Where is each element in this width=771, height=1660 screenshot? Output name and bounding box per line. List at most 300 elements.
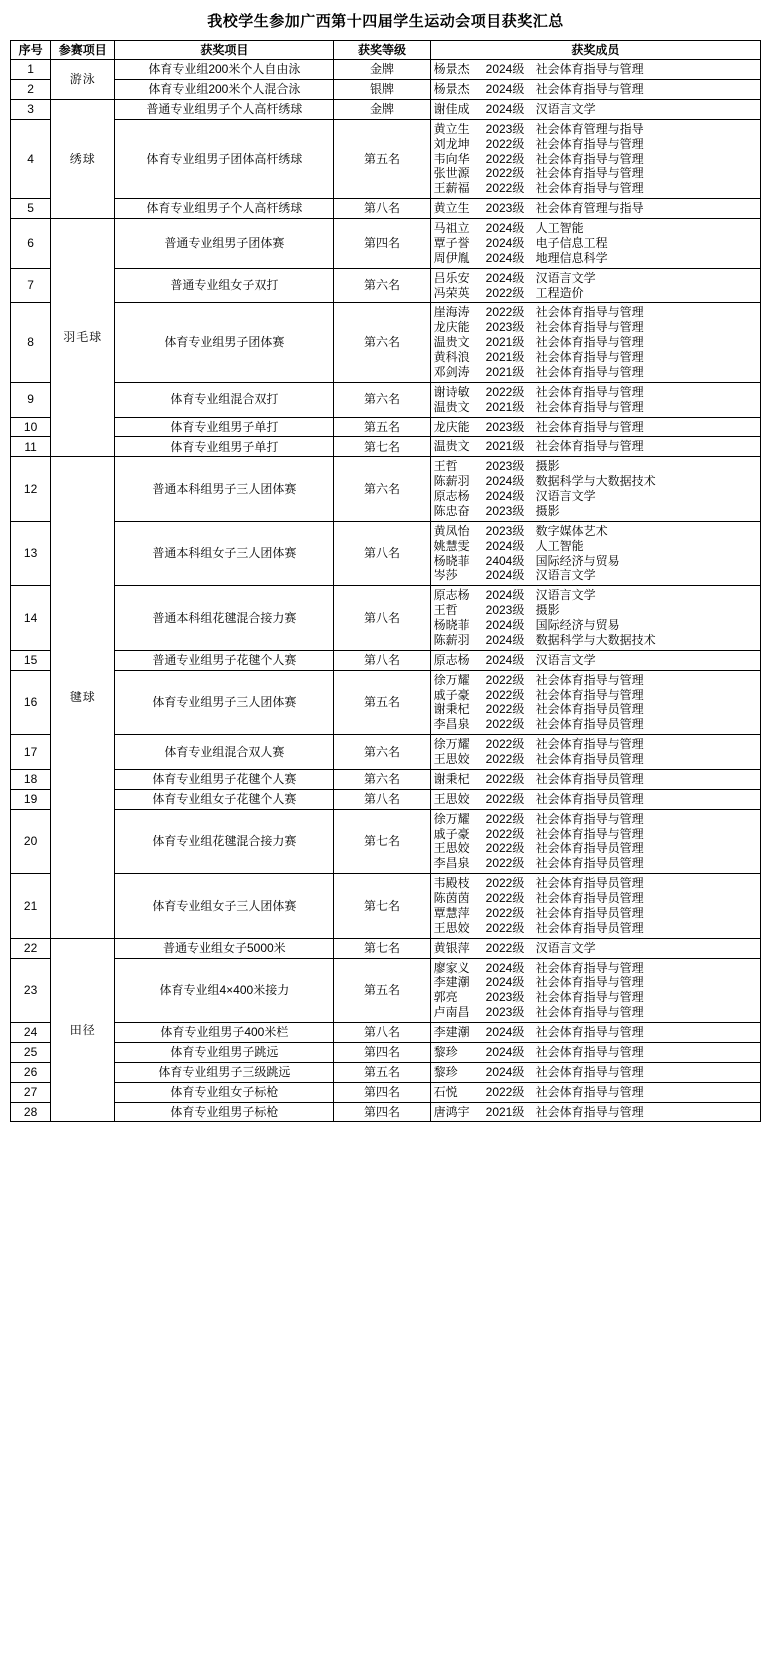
member-entry (434, 524, 757, 539)
member-grade: 2021级 (485, 1104, 525, 1119)
cell-no: 23 (11, 958, 51, 1023)
member-grade: 2024级 (485, 250, 525, 265)
table-row (11, 1082, 761, 1102)
table-row (11, 586, 761, 651)
member-major: 社会体育指导与管理 (535, 826, 644, 841)
member-major: 社会体育指导与管理 (535, 364, 644, 379)
cell-members (430, 457, 760, 522)
member-major: 国际经济与贸易 (535, 618, 620, 632)
member-major: 汉语言文学 (535, 568, 596, 583)
member-name: 温贵文 (433, 335, 470, 350)
cell-award-item: 体育专业组混合双打 (115, 382, 334, 417)
cell-award-level: 第四名 (334, 219, 430, 269)
member-grade: 2022级 (485, 891, 525, 905)
member-entry (434, 181, 757, 196)
member-entry (434, 420, 757, 435)
table-row (11, 874, 761, 939)
cell-award-item: 体育专业组男子花毽个人赛 (115, 769, 334, 789)
cell-award-item: 普通专业组女子5000米 (115, 938, 334, 958)
cell-award-item: 体育专业组男子标枪 (115, 1102, 334, 1122)
member-entry (434, 221, 757, 236)
cell-no: 28 (11, 1102, 51, 1122)
member-name: 覃慧萍 (433, 905, 470, 920)
member-entry (434, 841, 757, 856)
member-major: 社会体育指导与管理 (535, 1005, 644, 1020)
cell-award-level: 第四名 (334, 1082, 430, 1102)
cell-no: 26 (11, 1062, 51, 1082)
member-grade: 2024级 (485, 618, 525, 632)
member-name: 王思姣 (433, 841, 470, 856)
cell-no: 12 (11, 457, 51, 522)
member-name: 杨景杰 (433, 82, 470, 96)
cell-no: 4 (11, 119, 51, 198)
member-grade: 2024级 (485, 1025, 525, 1039)
member-major: 汉语言文学 (535, 588, 596, 603)
member-major: 社会体育指导与管理 (535, 687, 644, 702)
member-grade: 2024级 (485, 221, 525, 235)
member-name: 李建潮 (433, 975, 470, 990)
member-name: 黄立生 (433, 121, 470, 136)
cell-no: 16 (11, 670, 51, 735)
member-name: 黄银萍 (433, 940, 470, 955)
member-name: 李建潮 (433, 1025, 470, 1039)
member-entry (434, 474, 757, 489)
member-entry (434, 439, 757, 454)
member-entry (434, 891, 757, 906)
member-name: 李昌泉 (433, 717, 470, 732)
table-body (11, 60, 761, 1122)
member-name: 陈薪羽 (433, 474, 470, 489)
table-header (11, 40, 761, 60)
cell-event-group: 绣球 (51, 99, 115, 218)
member-entry (434, 459, 757, 474)
member-grade: 2024级 (485, 568, 525, 583)
member-major: 社会体育指导与管理 (535, 975, 644, 990)
member-grade: 2022级 (485, 384, 525, 399)
cell-award-level: 第八名 (334, 1023, 430, 1043)
member-name: 徐万耀 (433, 811, 470, 826)
cell-members (430, 99, 760, 119)
cell-no: 20 (11, 809, 51, 874)
cell-award-level: 第七名 (334, 809, 430, 874)
member-entry (434, 702, 757, 717)
member-major: 社会体育指导与管理 (535, 439, 644, 454)
cell-award-level: 第四名 (334, 1102, 430, 1122)
cell-no: 27 (11, 1082, 51, 1102)
cell-award-item: 体育专业组男子400米栏 (115, 1023, 334, 1043)
table-row (11, 670, 761, 735)
cell-award-level: 第五名 (334, 417, 430, 437)
cell-members (430, 769, 760, 789)
member-entry (434, 653, 757, 668)
cell-no: 24 (11, 1023, 51, 1043)
member-name: 王思姣 (433, 791, 470, 806)
member-entry (434, 990, 757, 1005)
cell-members (430, 382, 760, 417)
member-name: 杨晓菲 (433, 618, 470, 632)
column-header-no: 序号 (11, 40, 51, 60)
cell-no: 11 (11, 437, 51, 457)
member-entry (434, 673, 757, 688)
table-row (11, 650, 761, 670)
cell-award-level: 第七名 (334, 874, 430, 939)
member-major: 摄影 (535, 603, 560, 618)
member-entry (434, 400, 757, 415)
member-name: 原志杨 (433, 588, 470, 603)
member-grade: 2023级 (485, 459, 525, 474)
member-entry (434, 271, 757, 286)
member-major: 社会体育指导员管理 (535, 791, 644, 806)
member-grade: 2024级 (485, 975, 525, 990)
member-major: 社会体育指导与管理 (535, 350, 644, 364)
member-entry (434, 305, 757, 320)
cell-members (430, 199, 760, 219)
member-name: 廖家义 (433, 960, 470, 975)
cell-members (430, 80, 760, 100)
cell-award-item: 体育专业组花毽混合接力赛 (115, 809, 334, 874)
member-entry (434, 603, 757, 618)
cell-members (430, 1082, 760, 1102)
member-grade: 2024级 (485, 101, 525, 116)
member-name: 王思姣 (433, 920, 470, 935)
table-row (11, 769, 761, 789)
member-grade: 2023级 (485, 121, 525, 136)
member-major: 社会体育指导与管理 (535, 1025, 644, 1039)
member-grade: 2022级 (485, 166, 525, 181)
member-grade: 2022级 (485, 305, 525, 320)
cell-award-item: 普通专业组男子团体赛 (115, 219, 334, 269)
cell-no: 5 (11, 199, 51, 219)
member-major: 社会体育指导与管理 (535, 1084, 644, 1099)
member-name: 原志杨 (433, 489, 470, 503)
table-header-row (11, 40, 761, 60)
member-entry (434, 1065, 757, 1080)
member-grade: 2023级 (485, 523, 525, 538)
member-major: 社会体育指导与管理 (535, 419, 644, 434)
member-major: 社会体育指导与管理 (535, 181, 644, 196)
cell-award-level: 银牌 (334, 80, 430, 100)
member-major: 社会体育管理与指导 (535, 121, 644, 136)
member-major: 社会体育指导与管理 (535, 320, 644, 335)
member-grade: 2022级 (485, 702, 525, 717)
member-grade: 2021级 (485, 335, 525, 350)
member-major: 社会体育指导与管理 (535, 1044, 644, 1059)
member-entry (434, 633, 757, 648)
member-major: 社会体育指导与管理 (535, 82, 644, 96)
table-row (11, 219, 761, 269)
member-entry (434, 365, 757, 380)
cell-award-level: 第四名 (334, 1042, 430, 1062)
member-name: 陈忠奋 (433, 503, 470, 518)
member-name: 王薪福 (433, 181, 470, 196)
member-name: 崖海涛 (433, 305, 470, 320)
table-row (11, 80, 761, 100)
cell-event-group: 毽球 (51, 457, 115, 938)
member-name: 韦殿枝 (433, 876, 470, 891)
cell-award-item: 体育专业组女子三人团体赛 (115, 874, 334, 939)
member-name: 温贵文 (433, 399, 470, 414)
cell-members (430, 670, 760, 735)
member-entry (434, 717, 757, 732)
member-major: 社会体育指导员管理 (535, 905, 644, 920)
cell-members (430, 874, 760, 939)
member-entry (434, 827, 757, 842)
member-name: 冯荣英 (433, 285, 470, 300)
member-name: 韦向华 (433, 151, 470, 166)
cell-award-item: 体育专业组男子单打 (115, 417, 334, 437)
member-entry (434, 1105, 757, 1120)
cell-members (430, 303, 760, 382)
cell-no: 15 (11, 650, 51, 670)
page-title: 我校学生参加广西第十四届学生运动会项目获奖汇总 (207, 13, 564, 30)
member-major: 社会体育指导与管理 (535, 990, 644, 1005)
member-name: 陈茵茵 (433, 891, 470, 905)
table-row (11, 938, 761, 958)
cell-members (430, 1042, 760, 1062)
cell-award-item: 普通专业组男子个人高杆绣球 (115, 99, 334, 119)
cell-members (430, 789, 760, 809)
member-entry (434, 82, 757, 97)
member-entry (434, 876, 757, 891)
table-row (11, 1042, 761, 1062)
member-major: 数据科学与大数据技术 (535, 632, 656, 647)
cell-award-level: 第六名 (334, 457, 430, 522)
member-major: 社会体育指导员管理 (535, 717, 644, 732)
member-entry (434, 752, 757, 767)
member-name: 黄凤怡 (433, 523, 470, 538)
member-major: 数字媒体艺术 (535, 523, 608, 538)
member-grade: 2023级 (485, 603, 525, 618)
cell-award-level: 第八名 (334, 586, 430, 651)
cell-award-item: 体育专业组女子花毽个人赛 (115, 789, 334, 809)
member-name: 王哲 (433, 603, 458, 618)
cell-award-level: 第七名 (334, 938, 430, 958)
member-entry (434, 772, 757, 787)
member-major: 社会体育指导与管理 (535, 399, 644, 414)
member-grade: 2021级 (485, 439, 525, 454)
member-name: 谢秉杞 (433, 771, 470, 786)
cell-award-level: 第六名 (334, 769, 430, 789)
member-entry (434, 688, 757, 703)
member-major: 社会体育指导与管理 (535, 1064, 644, 1079)
cell-members (430, 938, 760, 958)
member-major: 社会体育指导与管理 (535, 960, 644, 975)
member-name: 谢佳成 (433, 101, 470, 116)
cell-award-level: 第六名 (334, 303, 430, 382)
cell-award-level: 第五名 (334, 958, 430, 1023)
cell-award-level: 第七名 (334, 437, 430, 457)
member-grade: 2024级 (485, 82, 525, 96)
cell-award-level: 金牌 (334, 60, 430, 80)
member-entry (434, 921, 757, 936)
member-major: 社会体育指导员管理 (535, 771, 644, 786)
member-name: 戚子豪 (433, 687, 470, 702)
member-major: 数据科学与大数据技术 (535, 474, 656, 489)
cell-members (430, 586, 760, 651)
member-grade: 2022级 (485, 791, 525, 806)
table-row (11, 437, 761, 457)
table-row (11, 60, 761, 80)
member-major: 人工智能 (535, 538, 584, 553)
member-name: 戚子豪 (433, 826, 470, 841)
member-entry (434, 568, 757, 583)
member-grade: 2023级 (485, 419, 525, 434)
cell-members (430, 219, 760, 269)
member-grade: 2023级 (485, 990, 525, 1005)
cell-award-item: 体育专业组男子团体高杆绣球 (115, 119, 334, 198)
member-entry (434, 251, 757, 266)
member-grade: 2022级 (485, 940, 525, 955)
awards-table (10, 40, 761, 1123)
member-entry (434, 350, 757, 365)
table-row (11, 1062, 761, 1082)
member-major: 地理信息科学 (535, 250, 608, 265)
member-major: 汉语言文学 (535, 940, 596, 955)
member-major: 社会体育指导员管理 (535, 752, 644, 766)
table-row (11, 417, 761, 437)
member-entry (434, 941, 757, 956)
cell-award-level: 第五名 (334, 1062, 430, 1082)
member-name: 卢南昌 (433, 1005, 470, 1020)
cell-no: 8 (11, 303, 51, 382)
cell-no: 7 (11, 268, 51, 303)
member-name: 郭亮 (433, 990, 458, 1005)
cell-no: 14 (11, 586, 51, 651)
member-major: 社会体育指导员管理 (535, 856, 644, 871)
member-name: 黄立生 (433, 201, 470, 216)
cell-no: 22 (11, 938, 51, 958)
cell-award-level: 第八名 (334, 789, 430, 809)
member-grade: 2022级 (485, 876, 525, 891)
member-grade: 2022级 (485, 905, 525, 920)
member-entry (434, 152, 757, 167)
member-entry (434, 489, 757, 504)
cell-award-item: 体育专业组男子团体赛 (115, 303, 334, 382)
cell-award-level: 第八名 (334, 199, 430, 219)
member-major: 汉语言文学 (535, 489, 596, 503)
member-major: 社会体育指导与管理 (535, 335, 644, 350)
member-name: 张世源 (433, 166, 470, 181)
member-grade: 2024级 (485, 588, 525, 603)
member-name: 陈薪羽 (433, 632, 470, 647)
table-row (11, 119, 761, 198)
cell-award-level: 第六名 (334, 735, 430, 770)
member-major: 社会体育指导员管理 (535, 841, 644, 856)
cell-award-item: 体育专业组男子个人高杆绣球 (115, 199, 334, 219)
member-entry (434, 1025, 757, 1040)
member-major: 社会体育指导员管理 (535, 891, 644, 905)
member-name: 谢诗敏 (433, 384, 470, 399)
member-major: 社会体育指导与管理 (535, 305, 644, 320)
cell-event-group: 游泳 (51, 60, 115, 100)
member-grade: 2022级 (485, 856, 525, 871)
member-grade: 2022级 (485, 841, 525, 856)
member-grade: 2022级 (485, 920, 525, 935)
cell-no: 9 (11, 382, 51, 417)
cell-members (430, 521, 760, 586)
cell-members (430, 958, 760, 1023)
member-grade: 2022级 (485, 136, 525, 151)
table-row (11, 99, 761, 119)
table-row (11, 735, 761, 770)
cell-award-item: 体育专业组混合双人赛 (115, 735, 334, 770)
member-entry (434, 504, 757, 519)
cell-award-item: 体育专业组男子单打 (115, 437, 334, 457)
member-name: 黄科浪 (433, 350, 470, 364)
table-row (11, 1102, 761, 1122)
member-entry (434, 62, 757, 77)
member-entry (434, 1045, 757, 1060)
cell-members (430, 1023, 760, 1043)
table-row (11, 457, 761, 522)
member-name: 王哲 (433, 459, 458, 474)
member-entry (434, 1005, 757, 1020)
member-entry (434, 137, 757, 152)
cell-no: 25 (11, 1042, 51, 1062)
member-grade: 2022级 (485, 151, 525, 166)
cell-members (430, 417, 760, 437)
member-major: 社会体育指导与管理 (535, 1104, 644, 1119)
cell-award-item: 普通本科组花毽混合接力赛 (115, 586, 334, 651)
member-major: 社会体育管理与指导 (535, 201, 644, 216)
member-grade: 2024级 (485, 235, 525, 250)
table-row (11, 521, 761, 586)
member-major: 汉语言文学 (535, 270, 596, 285)
member-major: 摄影 (535, 503, 560, 518)
cell-no: 19 (11, 789, 51, 809)
member-major: 社会体育指导员管理 (535, 920, 644, 935)
member-grade: 2024级 (485, 960, 525, 975)
member-grade: 2022级 (485, 826, 525, 841)
member-entry (434, 122, 757, 137)
member-name: 杨晓菲 (433, 553, 470, 568)
member-grade: 2021级 (485, 364, 525, 379)
cell-award-item: 体育专业组男子三级跳远 (115, 1062, 334, 1082)
cell-award-level: 第五名 (334, 119, 430, 198)
member-grade: 2024级 (485, 62, 525, 77)
member-entry (434, 792, 757, 807)
member-entry (434, 102, 757, 117)
member-name: 原志杨 (433, 652, 470, 667)
member-name: 龙庆能 (433, 419, 470, 434)
member-name: 刘龙坤 (433, 136, 470, 151)
member-major: 人工智能 (535, 221, 584, 235)
member-grade: 2022级 (485, 181, 525, 196)
member-major: 社会体育指导与管理 (535, 811, 644, 826)
member-major: 社会体育指导与管理 (535, 166, 644, 181)
cell-award-item: 体育专业组女子标枪 (115, 1082, 334, 1102)
member-grade: 2023级 (485, 201, 525, 216)
member-grade: 2022级 (485, 285, 525, 300)
member-grade: 2022级 (485, 717, 525, 732)
member-grade: 2022级 (485, 771, 525, 786)
member-name: 徐万耀 (433, 672, 470, 687)
column-header-members: 获奖成员 (430, 40, 760, 60)
cell-no: 21 (11, 874, 51, 939)
member-grade: 2404级 (485, 553, 525, 568)
cell-no: 18 (11, 769, 51, 789)
cell-members (430, 268, 760, 303)
column-header-event: 参赛项目 (51, 40, 115, 60)
cell-award-level: 第六名 (334, 382, 430, 417)
table-row (11, 268, 761, 303)
member-entry (434, 812, 757, 827)
member-name: 龙庆能 (433, 320, 470, 335)
cell-award-level: 第八名 (334, 650, 430, 670)
cell-no: 17 (11, 735, 51, 770)
member-grade: 2023级 (485, 503, 525, 518)
member-major: 社会体育指导与管理 (535, 384, 644, 399)
